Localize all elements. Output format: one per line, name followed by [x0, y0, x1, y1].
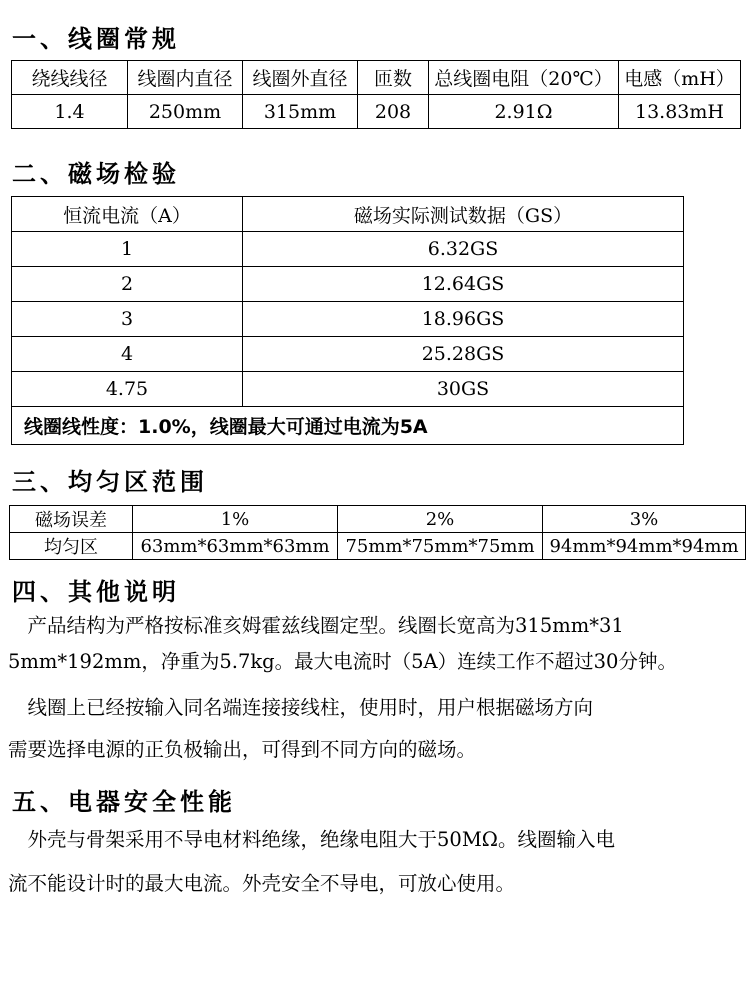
- field-test-table: [11, 196, 684, 445]
- table-header-cell: 线圈外直径: [243, 61, 358, 95]
- paragraph-line: 5mm*192mm，净重为5.7kg。最大电流时（5A）连续工作不超过30分钟。: [8, 650, 677, 673]
- table-cell: 均匀区: [10, 533, 133, 560]
- table-row: [12, 372, 684, 407]
- section-heading-electrical-safety: 五、电器安全性能: [12, 788, 236, 816]
- table-cell: 4.75: [12, 372, 243, 407]
- table-row: [12, 337, 684, 372]
- table-header-cell: 电感（mH）: [619, 61, 741, 95]
- table-cell: 315mm: [243, 95, 358, 129]
- table-header-cell: 磁场实际测试数据（GS）: [243, 197, 684, 232]
- table-cell: 6.32GS: [243, 232, 684, 267]
- table-cell: 63mm*63mm*63mm: [133, 533, 338, 560]
- table-note-row: [12, 407, 684, 445]
- table-header-row: [12, 61, 741, 95]
- paragraph-line: 需要选择电源的正负极输出，可得到不同方向的磁场。: [8, 738, 477, 761]
- table-row: [12, 95, 741, 129]
- table-cell: 208: [358, 95, 429, 129]
- section-heading-coil-specs: 一、线圈常规: [12, 25, 180, 53]
- table-row: [12, 267, 684, 302]
- coil-specs-table: [11, 60, 741, 129]
- table-header-cell: 绕线线径: [12, 61, 128, 95]
- table-cell: 2: [12, 267, 243, 302]
- table-cell: 4: [12, 337, 243, 372]
- table-header-cell: 2%: [338, 506, 543, 533]
- paragraph-line: 流不能设计时的最大电流。外壳安全不导电，可放心使用。: [8, 872, 516, 895]
- table-header-row: [10, 506, 746, 533]
- table-header-cell: 3%: [543, 506, 746, 533]
- table-cell: 13.83mH: [619, 95, 741, 129]
- table-row: [12, 302, 684, 337]
- table-cell: 18.96GS: [243, 302, 684, 337]
- table-cell: 1: [12, 232, 243, 267]
- table-cell: 250mm: [128, 95, 243, 129]
- table-cell: 1.4: [12, 95, 128, 129]
- table-cell: 3: [12, 302, 243, 337]
- table-header-cell: 1%: [133, 506, 338, 533]
- paragraph-line: 产品结构为严格按标准亥姆霍兹线圈定型。线圈长宽高为315mm*31: [8, 614, 624, 637]
- table-cell: 30GS: [243, 372, 684, 407]
- uniform-zone-table: [9, 505, 746, 560]
- table-cell: 25.28GS: [243, 337, 684, 372]
- table-cell: 94mm*94mm*94mm: [543, 533, 746, 560]
- section-heading-uniform-zone: 三、均匀区范围: [12, 468, 208, 496]
- table-row: [12, 232, 684, 267]
- table-header-cell: 磁场误差: [10, 506, 133, 533]
- table-cell: 12.64GS: [243, 267, 684, 302]
- section-heading-field-test: 二、磁场检验: [12, 160, 180, 188]
- table-row: [10, 533, 746, 560]
- paragraph-line: 线圈上已经按输入同名端连接接线柱，使用时，用户根据磁场方向: [8, 696, 594, 719]
- table-cell: 75mm*75mm*75mm: [338, 533, 543, 560]
- paragraph-line: 外壳与骨架采用不导电材料绝缘，绝缘电阻大于50MΩ。线圈输入电: [8, 828, 615, 851]
- table-header-row: [12, 197, 684, 232]
- table-header-cell: 匝数: [358, 61, 429, 95]
- table-header-cell: 总线圈电阻（20℃）: [429, 61, 619, 95]
- table-cell: 2.91Ω: [429, 95, 619, 129]
- table-header-cell: 线圈内直径: [128, 61, 243, 95]
- linearity-note: 线圈线性度：1.0%，线圈最大可通过电流为5A: [12, 407, 684, 445]
- section-heading-other-notes: 四、其他说明: [12, 578, 180, 606]
- table-header-cell: 恒流电流（A）: [12, 197, 243, 232]
